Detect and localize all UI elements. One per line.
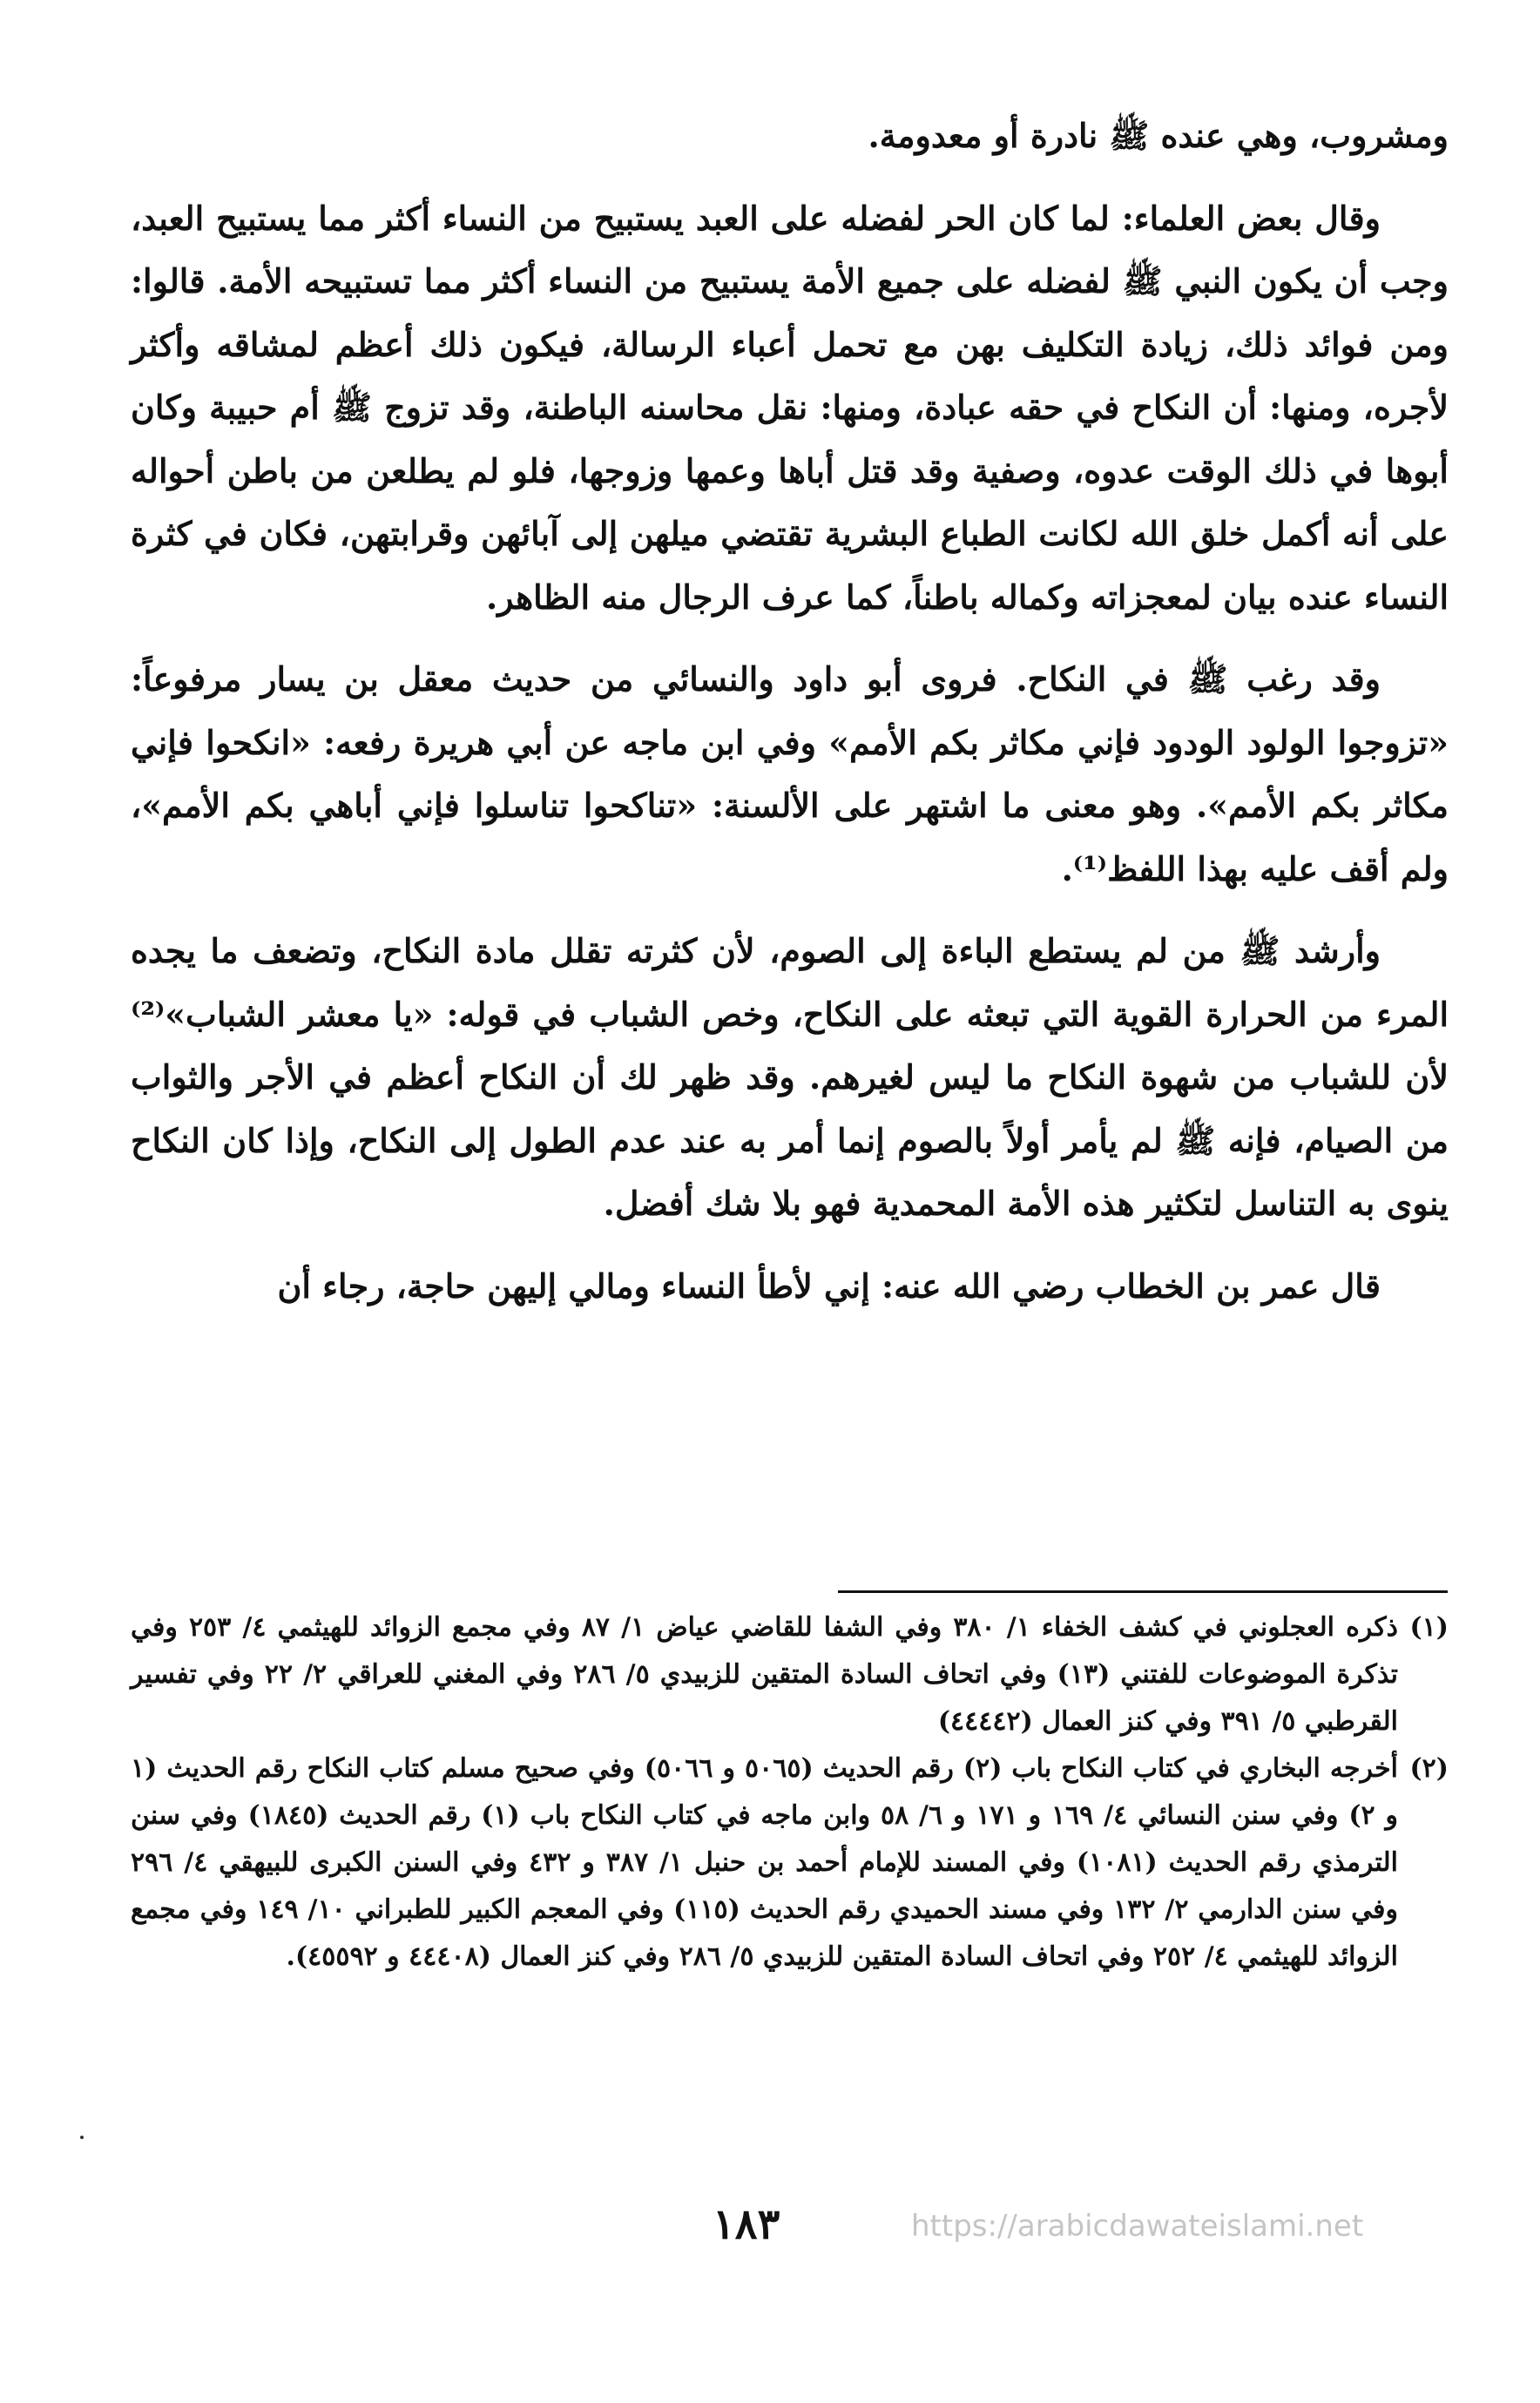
footnote-separator [838,1590,1448,1593]
main-text [131,105,1449,1337]
footnotes [131,1604,1449,1981]
paragraph-scholars-opinion: وقال بعض العلماء: لما كان الحر لفضله على العبد يستبيح من النساء أكثر مما يستبيح العبد، وجب أن يكون النبي ﷺ لفضله على جميع الأمة يستبيح من النساء أكثر مما تستبيحه الأمة. قالوا: ومن فوائد ذلك، زيادة التكليف بهن مع تحمل أعباء الرسالة، فيكون ذلك أعظم لمشاقه وأكثر لأجره، ومنها: أن النكاح في حقه عبادة، ومنها: نقل محاسنه الباطنة، وقد تزوج ﷺ أم حبيبة وكان أبوها في ذلك الوقت عدوه، وصفية وقد قتل أباها وعمها وزوجها، فلو لم يطلعن من باطن أحواله على أنه أكمل خلق الله لكانت الطباع البشرية تقتضي ميلهن إلى آبائهن وقرابتهن، فكان في كثرة النساء عنده بيان لمعجزاته وكماله باطناً، كما عرف الرجال منه الظاهر. [131,198,1449,617]
footnote-number: (١) [1409,1612,1449,1643]
footnote-text: أخرجه البخاري في كتاب النكاح باب (٢) رقم الحديث (٥٠٦٥ و ٥٠٦٦) وفي صحيح مسلم كتاب النكاح رقم الحديث (١ و ٢) وفي سنن النسائي ٤/ ١٦٩ و ١٧١ و ٦/ ٥٨ وابن ماجه في كتاب النكاح باب (١) رقم الحديث (١٨٤٥) وفي سنن الترمذي رقم الحديث (١٠٨١) وفي المسند للإمام أحمد بن حنبل ١/ ٣٨٧ و ٤٣٢ وفي السنن الكبرى للبيهقي ٤/ ٢٩٦ وفي سنن الدارمي ٢/ ١٣٢ وفي مسند الحميدي رقم الحديث (١١٥) وفي المعجم الكبير للطبراني ١٠/ ١٤٩ وفي مجمع الزوائد للهيثمي ٤/ ٢٥٢ وفي اتحاف السادة المتقين للزبيدي ٥/ ٢٨٦ وفي كنز العمال (٤٤٤٠٨ و ٤٥٥٩٢). [131,1753,1399,1972]
footnote-1 [131,1604,1449,1745]
page-number: ١٨٣ [713,2200,780,2249]
paragraph-continuation: ومشروب، وهي عنده ﷺ نادرة أو معدومة. [868,116,1449,155]
paragraph-fasting-guidance: وأرشد ﷺ من لم يستطع الباءة إلى الصوم، لأن كثرته تقلل مادة النكاح، وتضعف ما يجده المرء من الحرارة القوية التي تبعثه على النكاح، وخص الشباب في قوله: «يا معشر الشباب»⁽²⁾ لأن للشباب من شهوة النكاح ما ليس لغيرهم. وقد ظهر لك أن النكاح أعظم في الأجر والثواب من الصيام، فإنه ﷺ لم يأمر أولاً بالصوم إنما أمر به عند عدم الطول إلى النكاح، وإذا كان النكاح ينوى به التناسل لتكثير هذه الأمة المحمدية فهو بلا شك أفضل. [131,931,1449,1223]
paragraph-umar-quote: قال عمر بن الخطاب رضي الله عنه: إني لأطأ النساء ومالي إليهن حاجة، رجاء أن [277,1266,1381,1306]
margin-speck [80,2136,84,2139]
footnote-2 [131,1745,1449,1981]
footnote-text: ذكره العجلوني في كشف الخفاء ١/ ٣٨٠ وفي الشفا للقاضي عياض ١/ ٨٧ وفي مجمع الزوائد للهيثمي ٤/ ٢٥٣ وفي تذكرة الموضوعات للفتني (١٣) وفي اتحاف السادة المتقين للزبيدي ٥/ ٢٨٦ وفي المغني للعراقي ٢/ ٢٢ وفي تفسير القرطبي ٥/ ٣٩١ وفي كنز العمال (٤٤٤٤٢) [131,1612,1399,1737]
paragraph-encouragement-marriage: وقد رغب ﷺ في النكاح. فروى أبو داود والنسائي من حديث معقل بن يسار مرفوعاً: «تزوجوا الولود الودود فإني مكاثر بكم الأمم» وفي ابن ماجه عن أبي هريرة رفعه: «انكحوا فإني مكاثر بكم الأمم». وهو معنى ما اشتهر على الألسنة: «تناكحوا تناسلوا فإني أباهي بكم الأمم»، ولم أقف عليه بهذا اللفظ⁽¹⁾. [131,659,1449,888]
watermark-url: https://arabicdawateislami.net [911,2209,1364,2244]
footnote-number: (٢) [1409,1753,1449,1784]
